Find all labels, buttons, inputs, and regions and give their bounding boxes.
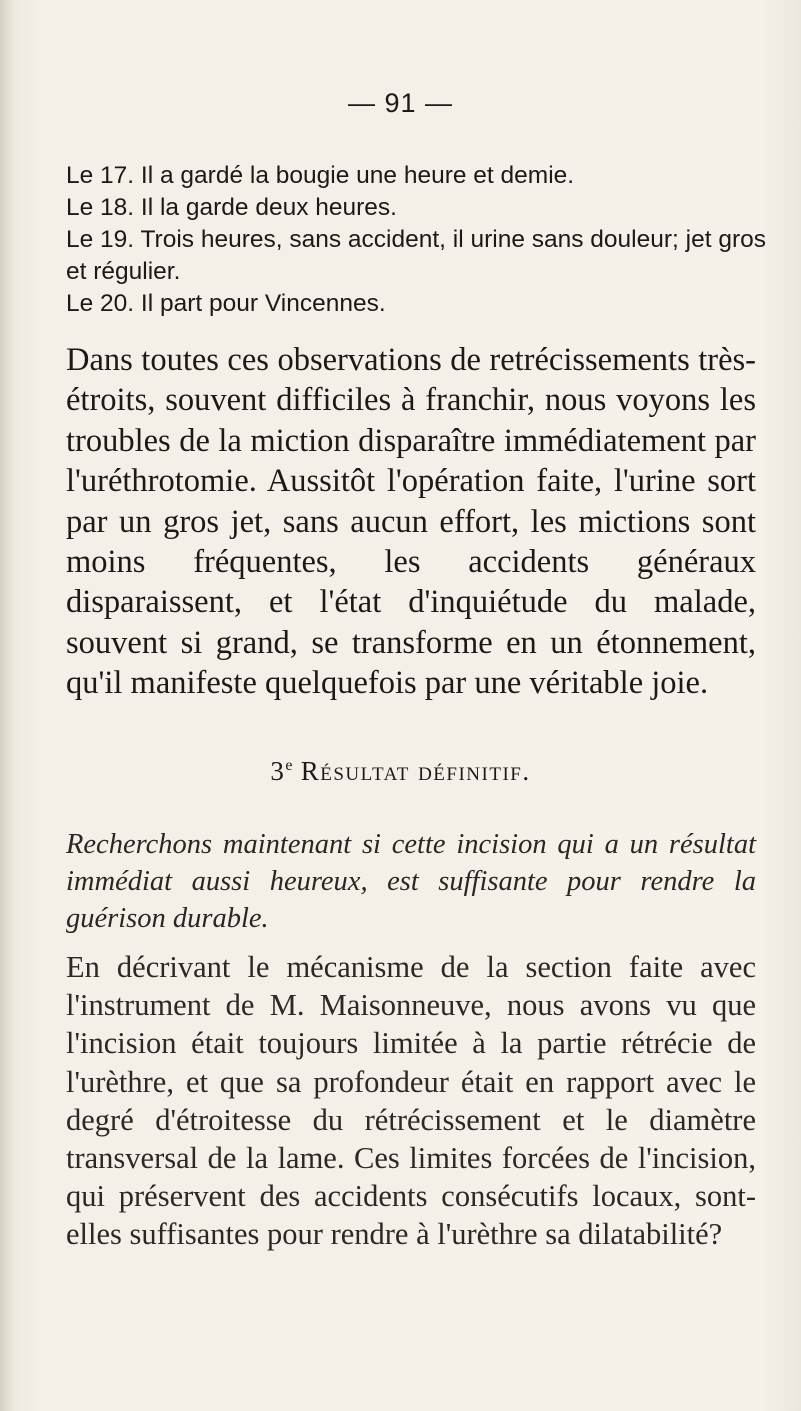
- note-day-20: Le 20. Il part pour Vincennes.: [66, 290, 386, 317]
- section-title: Résultat définitif.: [300, 756, 531, 786]
- note-day-17: Le 17. Il a gardé la bougie une heure et demie.: [66, 162, 575, 189]
- section-heading: [0, 756, 801, 787]
- clinical-notes: [66, 160, 766, 320]
- note-day-18: Le 18. Il la garde deux heures.: [66, 194, 397, 221]
- section-number: 3: [270, 756, 286, 786]
- note-day-19: Le 19. Trois heures, sans accident, il urine sans douleur; jet gros et régulier.: [66, 226, 766, 285]
- page-number: — 91 —: [347, 88, 454, 118]
- gutter-shadow: [0, 0, 14, 1411]
- paragraph-observations: Dans toutes ces observations de retrécissements très-étroits, souvent difficiles à franchir, nous voyons les troubles de la miction disparaître immédiatement par l'uréthrotomie. Aussitôt l'opération faite, l'urine sort par un gros jet, sans aucun effort, les mictions sont moins fréquentes, les accidents généraux disparaissent, et l'état d'inquiétude du malade, souvent si grand, se transforme en un étonnement, qu'il manifeste quelquefois par une véritable joie.: [66, 342, 756, 702]
- italic-question-paragraph: Recherchons maintenant si cette incision qui a un résultat immédiat aussi heureux, est suffisante pour rendre la guérison durable.: [66, 829, 756, 934]
- paragraph-mechanism: En décrivant le mécanisme de la section faite avec l'instrument de M. Maisonneuve, nous avons vu que l'incision était toujours limitée à la partie rétrécie de l'urèthre, et que sa profondeur était en rapport avec le degré d'étroitesse du rétrécissement et le diamètre transversal de la lame. Ces limites forcées de l'incision, qui préservent des accidents consécutifs locaux, sont-elles suffisantes pour rendre à l'urèthre sa dilatabilité?: [66, 950, 756, 1252]
- section-number-suffix: e: [285, 757, 293, 774]
